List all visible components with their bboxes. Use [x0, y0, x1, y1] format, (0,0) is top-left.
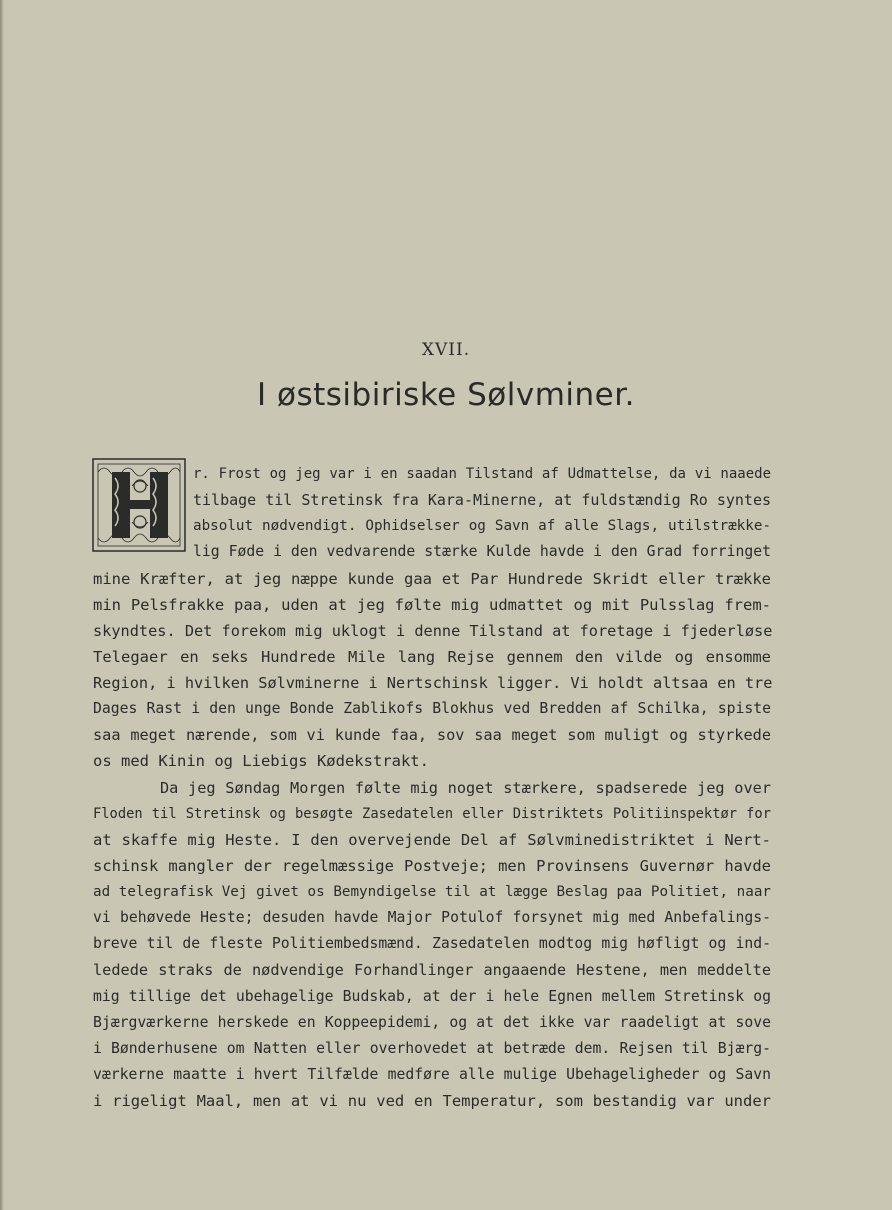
text-line: Da jeg Søndag Morgen følte mig noget stærkere, spadserede jeg over	[160, 779, 771, 797]
text-line: i rigeligt Maal, men at vi nu ved en Temperatur, som bestandig var under	[93, 1092, 771, 1110]
text-line: Region, i hvilken Sølvminerne i Nertschinsk ligger. Vi holdt altsaa en tre	[93, 674, 773, 692]
text-line: ledede straks de nødvendige Forhandlinger angaaende Hestene, men meddelte	[93, 961, 771, 979]
page-edge	[0, 0, 4, 1210]
chapter-title: I østsibiriske Sølvminer.	[257, 377, 635, 413]
text-line: r. Frost og jeg var i en saadan Tilstand af Udmattelse, da vi naaede	[193, 466, 771, 482]
text-line: saa meget nærende, som vi kunde faa, sov saa meget som muligt og styrkede	[93, 726, 771, 744]
text-line: at skaffe mig Heste. I den overvejende Del af Sølvminedistriktet i Nert-	[93, 831, 771, 849]
text-line: værkerne maatte i hvert Tilfælde medføre alle mulige Ubehageligheder og Savn	[93, 1066, 771, 1083]
text-line: tilbage til Stretinsk fra Kara-Minerne, at fuldstændig Ro syntes	[193, 491, 771, 509]
chapter-number: XVII.	[421, 340, 471, 360]
ornamental-initial-h	[92, 458, 186, 552]
text-line: min Pelsfrakke paa, uden at jeg følte mig udmattet og mit Pulsslag frem-	[93, 596, 771, 614]
text-line: Dages Rast i den unge Bonde Zablikofs Blokhus ved Bredden af Schilka, spiste	[93, 700, 771, 717]
text-line: mine Kræfter, at jeg næppe kunde gaa et Par Hundrede Skridt eller trække	[93, 570, 771, 588]
text-line: Bjærgværkerne herskede en Koppeepidemi, og at det ikke var raadeligt at sove	[93, 1014, 771, 1031]
text-line: vi behøvede Heste; desuden havde Major Potulof forsynet mig med Anbefalings-	[93, 909, 771, 926]
text-line: i Bønderhusene om Natten eller overhovedet at betræde dem. Rejsen til Bjærg-	[93, 1040, 771, 1057]
text-line: skyndtes. Det forekom mig uklogt i denne Tilstand at foretage i fjederløse	[93, 622, 773, 640]
text-line: breve til de fleste Politiembedsmænd. Zasedatelen modtog mig høfligt og ind-	[93, 935, 771, 952]
text-line: absolut nødvendigt. Ophidselser og Savn af alle Slags, utilstrække-	[193, 518, 771, 534]
text-line: schinsk mangler der regelmæssige Postveje; men Provinsens Guvernør havde	[93, 857, 771, 875]
text-line: ad telegrafisk Vej givet os Bemyndigelse til at lægge Beslag paa Politiet, naar	[93, 884, 771, 900]
text-line: Floden til Stretinsk og besøgte Zasedatelen eller Distriktets Politiinspektør for	[93, 806, 771, 822]
text-line: mig tillige det ubehagelige Budskab, at der i hele Egnen mellem Stretinsk og	[93, 988, 771, 1005]
text-line: lig Føde i den vedvarende stærke Kulde havde i den Grad forringet	[193, 543, 771, 560]
text-line: Telegaer en seks Hundrede Mile lang Rejse gennem den vilde og ensomme	[93, 648, 771, 666]
text-line: os med Kinin og Liebigs Kødekstrakt.	[93, 752, 429, 770]
